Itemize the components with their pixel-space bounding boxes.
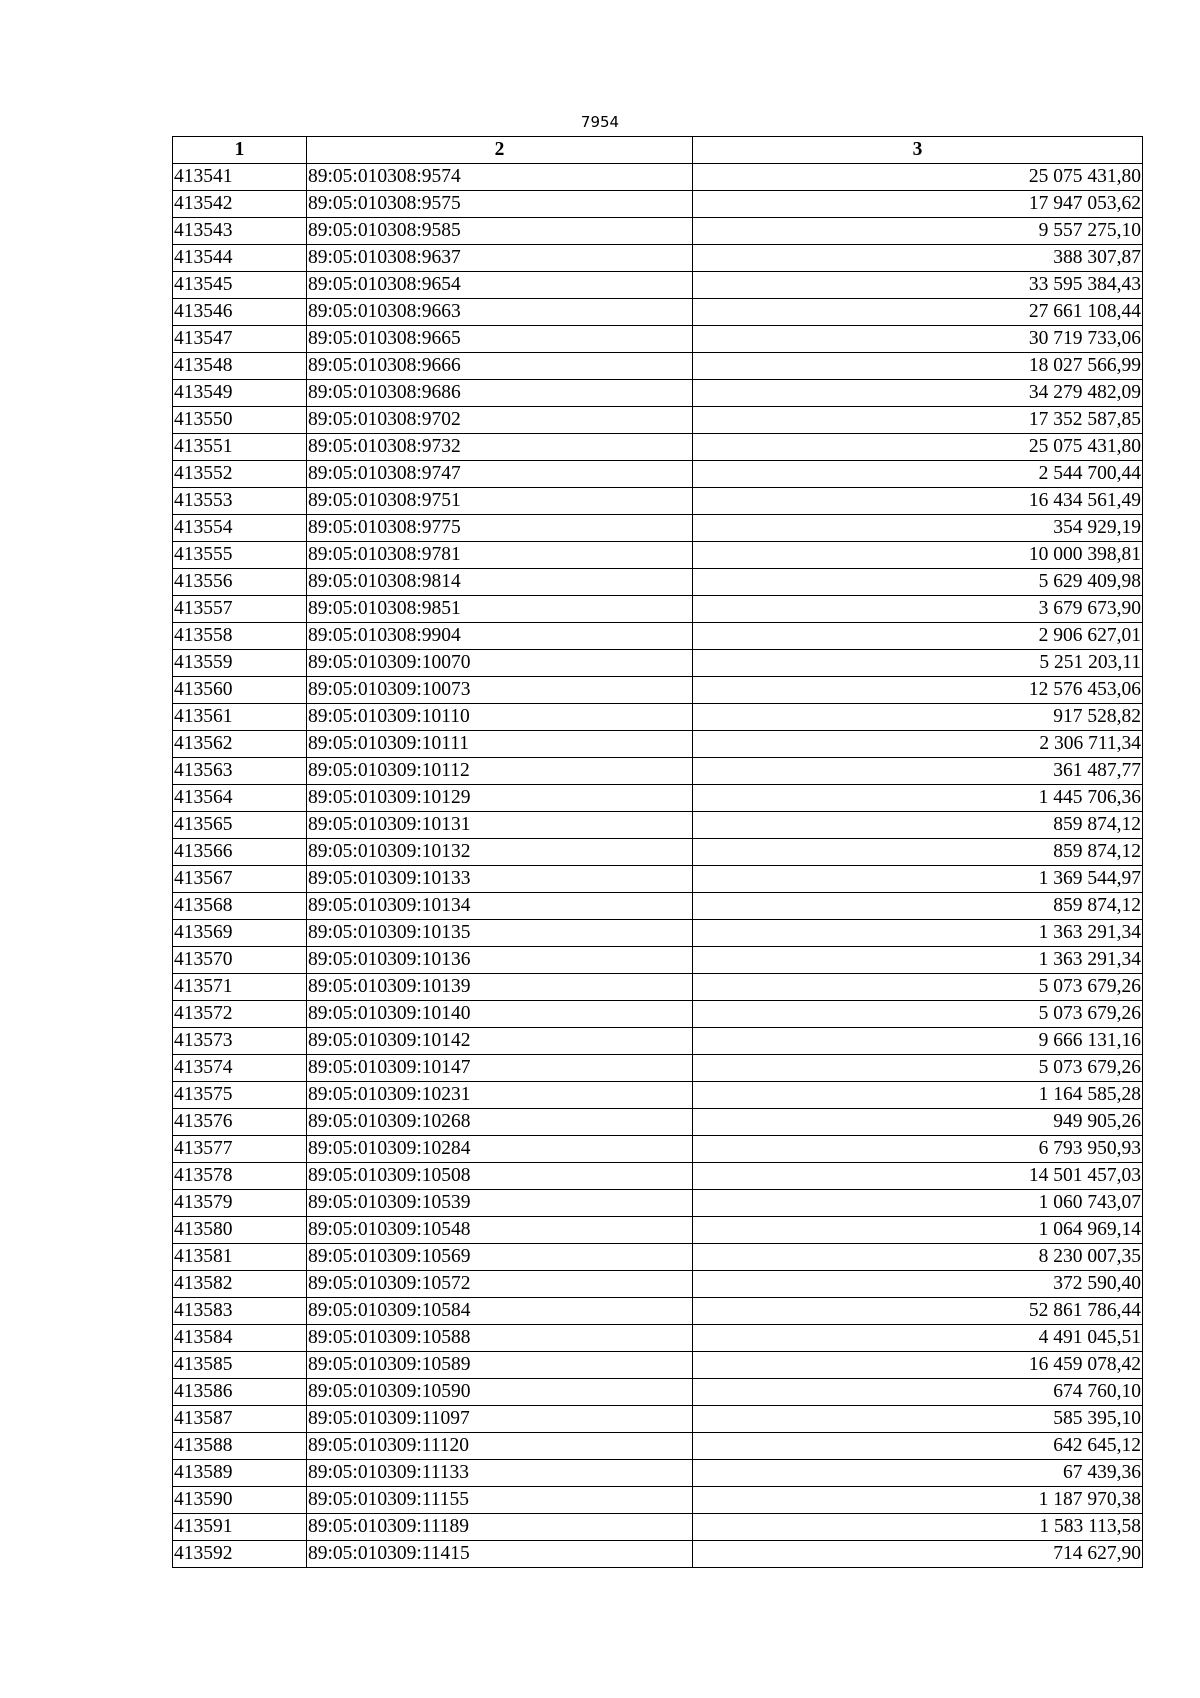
value-cell: 1 164 585,28 bbox=[693, 1082, 1143, 1109]
table-row bbox=[173, 461, 1143, 488]
table-row bbox=[173, 1217, 1143, 1244]
column-header-1: 1 bbox=[173, 137, 307, 164]
row-number-cell: 413588 bbox=[173, 1433, 307, 1460]
row-number-cell: 413553 bbox=[173, 488, 307, 515]
table-row bbox=[173, 1271, 1143, 1298]
table-row bbox=[173, 1136, 1143, 1163]
row-number-cell: 413552 bbox=[173, 461, 307, 488]
row-number-cell: 413555 bbox=[173, 542, 307, 569]
table-row bbox=[173, 1379, 1143, 1406]
row-number-cell: 413566 bbox=[173, 839, 307, 866]
cadastral-number-cell: 89:05:010309:10134 bbox=[307, 893, 693, 920]
registry-table bbox=[172, 136, 1143, 1568]
value-cell: 4 491 045,51 bbox=[693, 1325, 1143, 1352]
row-number-cell: 413542 bbox=[173, 191, 307, 218]
row-number-cell: 413554 bbox=[173, 515, 307, 542]
value-cell: 12 576 453,06 bbox=[693, 677, 1143, 704]
table-row bbox=[173, 326, 1143, 353]
row-number-cell: 413586 bbox=[173, 1379, 307, 1406]
row-number-cell: 413548 bbox=[173, 353, 307, 380]
row-number-cell: 413570 bbox=[173, 947, 307, 974]
value-cell: 3 679 673,90 bbox=[693, 596, 1143, 623]
cadastral-number-cell: 89:05:010308:9665 bbox=[307, 326, 693, 353]
value-cell: 949 905,26 bbox=[693, 1109, 1143, 1136]
header-row bbox=[173, 137, 1143, 164]
row-number-cell: 413576 bbox=[173, 1109, 307, 1136]
row-number-cell: 413578 bbox=[173, 1163, 307, 1190]
row-number-cell: 413551 bbox=[173, 434, 307, 461]
row-number-cell: 413562 bbox=[173, 731, 307, 758]
table-row bbox=[173, 893, 1143, 920]
table-row bbox=[173, 353, 1143, 380]
table-row bbox=[173, 947, 1143, 974]
row-number-cell: 413589 bbox=[173, 1460, 307, 1487]
row-number-cell: 413574 bbox=[173, 1055, 307, 1082]
cadastral-number-cell: 89:05:010309:11415 bbox=[307, 1541, 693, 1568]
table-row bbox=[173, 299, 1143, 326]
table-row bbox=[173, 1325, 1143, 1352]
row-number-cell: 413569 bbox=[173, 920, 307, 947]
table-row bbox=[173, 839, 1143, 866]
cadastral-number-cell: 89:05:010309:10132 bbox=[307, 839, 693, 866]
value-cell: 6 793 950,93 bbox=[693, 1136, 1143, 1163]
value-cell: 52 861 786,44 bbox=[693, 1298, 1143, 1325]
value-cell: 1 363 291,34 bbox=[693, 947, 1143, 974]
table-row bbox=[173, 650, 1143, 677]
table-row bbox=[173, 1163, 1143, 1190]
row-number-cell: 413580 bbox=[173, 1217, 307, 1244]
table-row bbox=[173, 191, 1143, 218]
row-number-cell: 413577 bbox=[173, 1136, 307, 1163]
cadastral-number-cell: 89:05:010308:9663 bbox=[307, 299, 693, 326]
cadastral-number-cell: 89:05:010309:10110 bbox=[307, 704, 693, 731]
cadastral-number-cell: 89:05:010308:9666 bbox=[307, 353, 693, 380]
table-row bbox=[173, 1514, 1143, 1541]
cadastral-number-cell: 89:05:010308:9585 bbox=[307, 218, 693, 245]
value-cell: 30 719 733,06 bbox=[693, 326, 1143, 353]
cadastral-number-cell: 89:05:010308:9814 bbox=[307, 569, 693, 596]
table-row bbox=[173, 1001, 1143, 1028]
value-cell: 354 929,19 bbox=[693, 515, 1143, 542]
value-cell: 2 544 700,44 bbox=[693, 461, 1143, 488]
table-row bbox=[173, 488, 1143, 515]
value-cell: 9 557 275,10 bbox=[693, 218, 1143, 245]
row-number-cell: 413550 bbox=[173, 407, 307, 434]
table-row bbox=[173, 974, 1143, 1001]
row-number-cell: 413541 bbox=[173, 164, 307, 191]
value-cell: 1 583 113,58 bbox=[693, 1514, 1143, 1541]
row-number-cell: 413557 bbox=[173, 596, 307, 623]
cadastral-number-cell: 89:05:010308:9654 bbox=[307, 272, 693, 299]
value-cell: 10 000 398,81 bbox=[693, 542, 1143, 569]
table-row bbox=[173, 1406, 1143, 1433]
value-cell: 5 073 679,26 bbox=[693, 1001, 1143, 1028]
table-row bbox=[173, 1244, 1143, 1271]
value-cell: 25 075 431,80 bbox=[693, 164, 1143, 191]
table-row bbox=[173, 218, 1143, 245]
value-cell: 1 064 969,14 bbox=[693, 1217, 1143, 1244]
cadastral-number-cell: 89:05:010309:10135 bbox=[307, 920, 693, 947]
value-cell: 585 395,10 bbox=[693, 1406, 1143, 1433]
value-cell: 1 187 970,38 bbox=[693, 1487, 1143, 1514]
row-number-cell: 413571 bbox=[173, 974, 307, 1001]
table-row bbox=[173, 1082, 1143, 1109]
cadastral-number-cell: 89:05:010309:10073 bbox=[307, 677, 693, 704]
cadastral-number-cell: 89:05:010309:10139 bbox=[307, 974, 693, 1001]
value-cell: 2 906 627,01 bbox=[693, 623, 1143, 650]
row-number-cell: 413581 bbox=[173, 1244, 307, 1271]
cadastral-number-cell: 89:05:010309:10589 bbox=[307, 1352, 693, 1379]
table-row bbox=[173, 1541, 1143, 1568]
table-row bbox=[173, 515, 1143, 542]
cadastral-number-cell: 89:05:010309:10140 bbox=[307, 1001, 693, 1028]
cadastral-number-cell: 89:05:010309:10070 bbox=[307, 650, 693, 677]
row-number-cell: 413585 bbox=[173, 1352, 307, 1379]
cadastral-number-cell: 89:05:010309:10588 bbox=[307, 1325, 693, 1352]
value-cell: 674 760,10 bbox=[693, 1379, 1143, 1406]
value-cell: 34 279 482,09 bbox=[693, 380, 1143, 407]
value-cell: 859 874,12 bbox=[693, 893, 1143, 920]
row-number-cell: 413547 bbox=[173, 326, 307, 353]
table-row bbox=[173, 1487, 1143, 1514]
value-cell: 714 627,90 bbox=[693, 1541, 1143, 1568]
value-cell: 14 501 457,03 bbox=[693, 1163, 1143, 1190]
table-body bbox=[173, 164, 1143, 1568]
table-row bbox=[173, 1055, 1143, 1082]
row-number-cell: 413582 bbox=[173, 1271, 307, 1298]
cadastral-number-cell: 89:05:010308:9575 bbox=[307, 191, 693, 218]
cadastral-number-cell: 89:05:010308:9751 bbox=[307, 488, 693, 515]
row-number-cell: 413559 bbox=[173, 650, 307, 677]
table-row bbox=[173, 542, 1143, 569]
value-cell: 372 590,40 bbox=[693, 1271, 1143, 1298]
cadastral-number-cell: 89:05:010309:10111 bbox=[307, 731, 693, 758]
table-header bbox=[173, 137, 1143, 164]
table-row bbox=[173, 1028, 1143, 1055]
row-number-cell: 413572 bbox=[173, 1001, 307, 1028]
cadastral-number-cell: 89:05:010309:10590 bbox=[307, 1379, 693, 1406]
cadastral-number-cell: 89:05:010308:9702 bbox=[307, 407, 693, 434]
row-number-cell: 413587 bbox=[173, 1406, 307, 1433]
cadastral-number-cell: 89:05:010309:10268 bbox=[307, 1109, 693, 1136]
value-cell: 8 230 007,35 bbox=[693, 1244, 1143, 1271]
table-row bbox=[173, 1433, 1143, 1460]
table-row bbox=[173, 812, 1143, 839]
cadastral-number-cell: 89:05:010309:10147 bbox=[307, 1055, 693, 1082]
cadastral-number-cell: 89:05:010309:11133 bbox=[307, 1460, 693, 1487]
cadastral-number-cell: 89:05:010309:10131 bbox=[307, 812, 693, 839]
row-number-cell: 413549 bbox=[173, 380, 307, 407]
cadastral-number-cell: 89:05:010309:11097 bbox=[307, 1406, 693, 1433]
row-number-cell: 413545 bbox=[173, 272, 307, 299]
value-cell: 5 251 203,11 bbox=[693, 650, 1143, 677]
row-number-cell: 413567 bbox=[173, 866, 307, 893]
value-cell: 9 666 131,16 bbox=[693, 1028, 1143, 1055]
value-cell: 1 363 291,34 bbox=[693, 920, 1143, 947]
cadastral-number-cell: 89:05:010309:10572 bbox=[307, 1271, 693, 1298]
table-row bbox=[173, 758, 1143, 785]
cadastral-number-cell: 89:05:010309:11120 bbox=[307, 1433, 693, 1460]
cadastral-number-cell: 89:05:010309:10133 bbox=[307, 866, 693, 893]
cadastral-number-cell: 89:05:010309:10569 bbox=[307, 1244, 693, 1271]
table-row bbox=[173, 164, 1143, 191]
row-number-cell: 413563 bbox=[173, 758, 307, 785]
row-number-cell: 413560 bbox=[173, 677, 307, 704]
value-cell: 642 645,12 bbox=[693, 1433, 1143, 1460]
value-cell: 2 306 711,34 bbox=[693, 731, 1143, 758]
table-row bbox=[173, 272, 1143, 299]
cadastral-number-cell: 89:05:010308:9904 bbox=[307, 623, 693, 650]
table-row bbox=[173, 380, 1143, 407]
table-row bbox=[173, 677, 1143, 704]
value-cell: 859 874,12 bbox=[693, 812, 1143, 839]
value-cell: 33 595 384,43 bbox=[693, 272, 1143, 299]
value-cell: 17 352 587,85 bbox=[693, 407, 1143, 434]
cadastral-number-cell: 89:05:010309:10284 bbox=[307, 1136, 693, 1163]
value-cell: 917 528,82 bbox=[693, 704, 1143, 731]
table-row bbox=[173, 407, 1143, 434]
value-cell: 1 445 706,36 bbox=[693, 785, 1143, 812]
table-row bbox=[173, 596, 1143, 623]
cadastral-number-cell: 89:05:010309:10231 bbox=[307, 1082, 693, 1109]
row-number-cell: 413568 bbox=[173, 893, 307, 920]
cadastral-number-cell: 89:05:010309:10508 bbox=[307, 1163, 693, 1190]
row-number-cell: 413558 bbox=[173, 623, 307, 650]
row-number-cell: 413546 bbox=[173, 299, 307, 326]
value-cell: 388 307,87 bbox=[693, 245, 1143, 272]
value-cell: 5 073 679,26 bbox=[693, 974, 1143, 1001]
row-number-cell: 413564 bbox=[173, 785, 307, 812]
cadastral-number-cell: 89:05:010309:10112 bbox=[307, 758, 693, 785]
cadastral-number-cell: 89:05:010308:9747 bbox=[307, 461, 693, 488]
row-number-cell: 413556 bbox=[173, 569, 307, 596]
cadastral-number-cell: 89:05:010308:9574 bbox=[307, 164, 693, 191]
value-cell: 1 369 544,97 bbox=[693, 866, 1143, 893]
cadastral-number-cell: 89:05:010309:10548 bbox=[307, 1217, 693, 1244]
cadastral-number-cell: 89:05:010309:10142 bbox=[307, 1028, 693, 1055]
row-number-cell: 413575 bbox=[173, 1082, 307, 1109]
table-row bbox=[173, 1298, 1143, 1325]
row-number-cell: 413544 bbox=[173, 245, 307, 272]
cadastral-number-cell: 89:05:010309:11155 bbox=[307, 1487, 693, 1514]
cadastral-number-cell: 89:05:010309:11189 bbox=[307, 1514, 693, 1541]
page-number: 7954 bbox=[580, 113, 620, 131]
row-number-cell: 413579 bbox=[173, 1190, 307, 1217]
table-row bbox=[173, 1190, 1143, 1217]
row-number-cell: 413592 bbox=[173, 1541, 307, 1568]
cadastral-number-cell: 89:05:010309:10136 bbox=[307, 947, 693, 974]
column-header-2: 2 bbox=[307, 137, 693, 164]
value-cell: 16 434 561,49 bbox=[693, 488, 1143, 515]
value-cell: 27 661 108,44 bbox=[693, 299, 1143, 326]
table-row bbox=[173, 731, 1143, 758]
value-cell: 5 073 679,26 bbox=[693, 1055, 1143, 1082]
row-number-cell: 413590 bbox=[173, 1487, 307, 1514]
cadastral-number-cell: 89:05:010308:9732 bbox=[307, 434, 693, 461]
row-number-cell: 413573 bbox=[173, 1028, 307, 1055]
value-cell: 16 459 078,42 bbox=[693, 1352, 1143, 1379]
cadastral-number-cell: 89:05:010308:9775 bbox=[307, 515, 693, 542]
cadastral-number-cell: 89:05:010309:10539 bbox=[307, 1190, 693, 1217]
table-row bbox=[173, 623, 1143, 650]
row-number-cell: 413591 bbox=[173, 1514, 307, 1541]
table-row bbox=[173, 434, 1143, 461]
table-row bbox=[173, 1352, 1143, 1379]
table-row bbox=[173, 866, 1143, 893]
value-cell: 18 027 566,99 bbox=[693, 353, 1143, 380]
row-number-cell: 413583 bbox=[173, 1298, 307, 1325]
table-row bbox=[173, 920, 1143, 947]
cadastral-number-cell: 89:05:010309:10584 bbox=[307, 1298, 693, 1325]
value-cell: 859 874,12 bbox=[693, 839, 1143, 866]
value-cell: 1 060 743,07 bbox=[693, 1190, 1143, 1217]
cadastral-number-cell: 89:05:010308:9781 bbox=[307, 542, 693, 569]
cadastral-number-cell: 89:05:010308:9686 bbox=[307, 380, 693, 407]
cadastral-number-cell: 89:05:010308:9851 bbox=[307, 596, 693, 623]
cadastral-number-cell: 89:05:010309:10129 bbox=[307, 785, 693, 812]
value-cell: 25 075 431,80 bbox=[693, 434, 1143, 461]
row-number-cell: 413584 bbox=[173, 1325, 307, 1352]
value-cell: 67 439,36 bbox=[693, 1460, 1143, 1487]
table-row bbox=[173, 1109, 1143, 1136]
table-row bbox=[173, 569, 1143, 596]
table-row bbox=[173, 245, 1143, 272]
row-number-cell: 413561 bbox=[173, 704, 307, 731]
row-number-cell: 413565 bbox=[173, 812, 307, 839]
value-cell: 361 487,77 bbox=[693, 758, 1143, 785]
table-row bbox=[173, 785, 1143, 812]
table-row bbox=[173, 1460, 1143, 1487]
row-number-cell: 413543 bbox=[173, 218, 307, 245]
value-cell: 17 947 053,62 bbox=[693, 191, 1143, 218]
value-cell: 5 629 409,98 bbox=[693, 569, 1143, 596]
column-header-3: 3 bbox=[693, 137, 1143, 164]
table-row bbox=[173, 704, 1143, 731]
cadastral-number-cell: 89:05:010308:9637 bbox=[307, 245, 693, 272]
